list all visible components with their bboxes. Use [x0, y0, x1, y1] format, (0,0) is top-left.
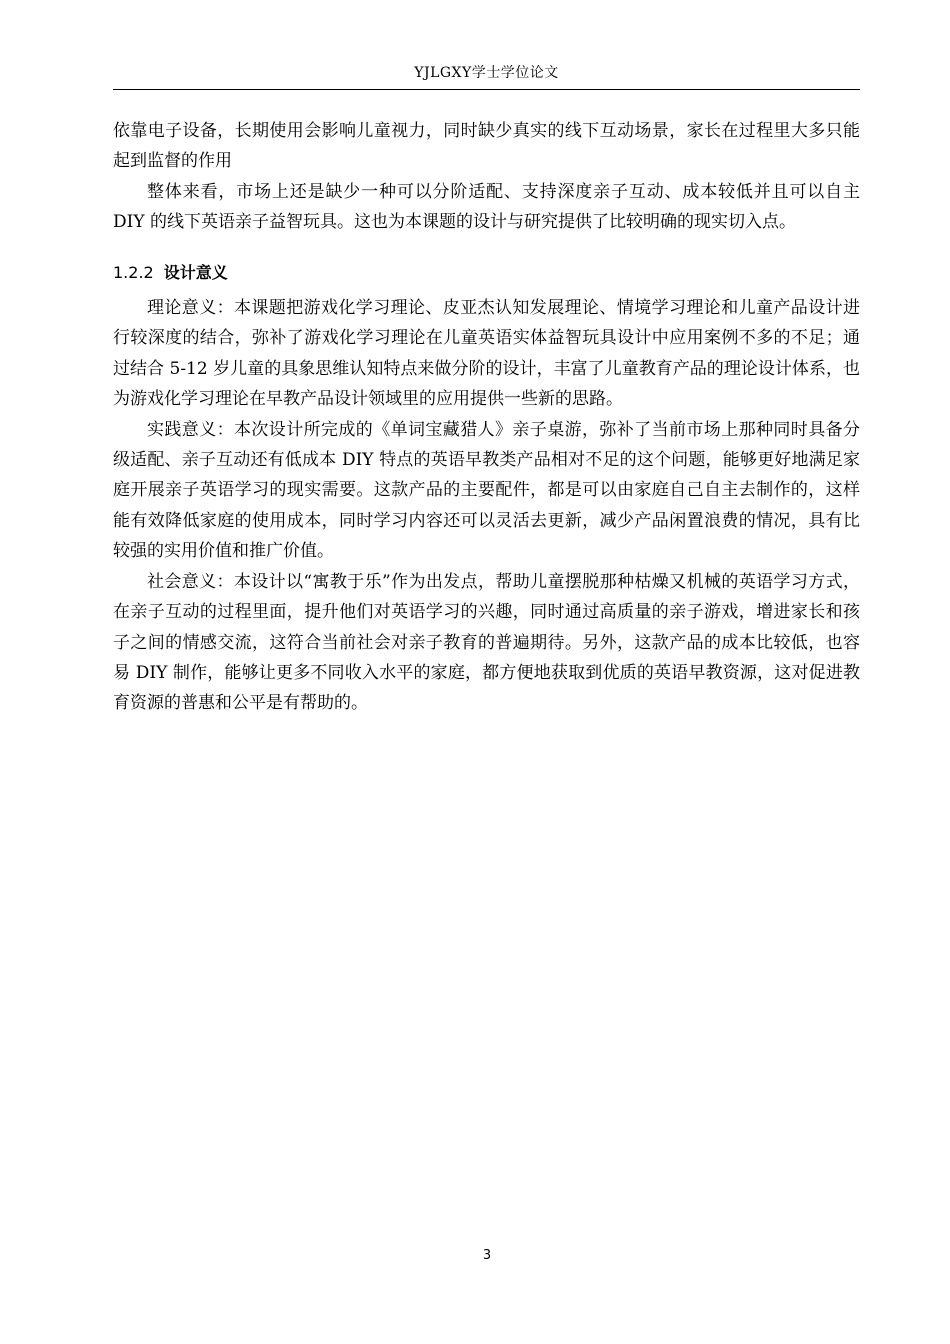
section-title: 设计意义 — [163, 262, 228, 282]
section-number: 1.2.2 — [113, 262, 154, 282]
paragraph-practical-significance: 实践意义：本次设计所完成的《单词宝藏猎人》亲子桌游，弥补了当前市场上那种同时具备分级适配、亲子互动还有低成本 DIY 特点的英语早教类产品相对不足的这个问题，能够更好地满足家庭开展亲子英语学习的现实需要。这款产品的主要配件，都是可以由家庭自己自主去制作的，这样能有效降低家庭的使用成本，同时学习内容还可以灵活去更新，减少产品闲置浪费的情况，具有比较强的实用价值和推广价值。 — [113, 419, 860, 562]
body-text — [113, 116, 860, 719]
section-heading — [113, 258, 860, 288]
page-header: YJLGXY学士学位论文 — [414, 65, 559, 81]
header-rule — [113, 89, 860, 90]
paragraph-social-significance: 社会意义：本设计以“寓教于乐”作为出发点，帮助儿童摆脱那种枯燥又机械的英语学习方式，在亲子互动的过程里面，提升他们对英语学习的兴趣，同时通过高质量的亲子游戏，增进家长和孩子之间的情感交流，这符合当前社会对亲子教育的普遍期待。另外，这款产品的成本比较低，也容易 DIY 制作，能够让更多不同收入水平的家庭，都方便地获取到优质的英语早教资源，这对促进教育资源的普惠和公平是有帮助的。 — [113, 571, 860, 714]
paragraph-theoretical-significance: 理论意义：本课题把游戏化学习理论、皮亚杰认知发展理论、情境学习理论和儿童产品设计进行较深度的结合，弥补了游戏化学习理论在儿童英语实体益智玩具设计中应用案例不多的不足；通过结合 5-12 岁儿童的具象思维认知特点来做分阶的设计，丰富了儿童教育产品的理论设计体系，也为游戏化学习理论在早教产品设计领域里的应用提供一些新的思路。 — [113, 298, 860, 410]
paragraph-market-summary: 整体来看，市场上还是缺少一种可以分阶适配、支持深度亲子互动、成本较低并且可以自主 DIY 的线下英语亲子益智玩具。这也为本课题的设计与研究提供了比较明确的现实切入点。 — [113, 181, 860, 233]
paragraph-continuation: 依靠电子设备，长期使用会影响儿童视力，同时缺少真实的线下互动场景，家长在过程里大多只能起到监督的作用 — [113, 121, 860, 172]
page-number: 3 — [482, 1248, 492, 1263]
